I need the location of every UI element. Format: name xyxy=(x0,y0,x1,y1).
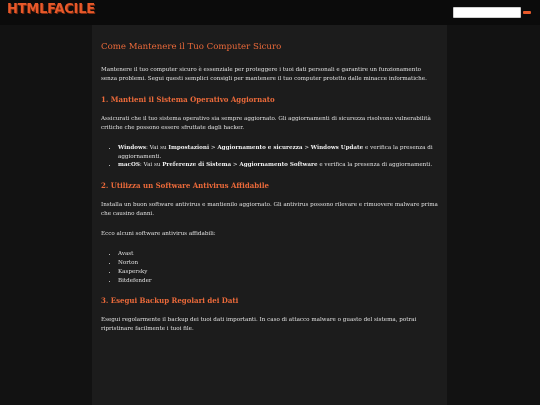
windows-step-2: Aggiornamento e sicurezza xyxy=(217,145,303,151)
windows-tail: e verifica la presenza di aggiornamenti. xyxy=(118,145,433,160)
antivirus-list xyxy=(101,250,438,286)
article xyxy=(92,25,447,405)
windows-sep-2: > xyxy=(302,145,311,151)
macos-text: : Vai su xyxy=(139,162,163,168)
section-3-heading: 3. Esegui Backup Regolari dei Dati xyxy=(101,296,239,305)
list-item-macos xyxy=(118,161,438,170)
section-2-body: Installa un buon software antivirus e mantienilo aggiornato. Gli antivirus possono rilevare e rimuovere malware prima che causino danni. xyxy=(101,201,438,217)
list-item-windows xyxy=(118,144,438,161)
section-3-body: Esegui regolarmente il backup dei tuoi dati importanti. In caso di attacco malware o guasto del sistema, potrai ripristinare facilmente i tuoi file. xyxy=(101,317,417,332)
macos-sep-1: > xyxy=(231,162,240,168)
list-item-antivirus: • Bitdefender xyxy=(118,277,438,286)
windows-label: Windows xyxy=(118,145,146,151)
top-bar xyxy=(0,0,540,25)
macos-tail: e verifica la presenza di aggiornamenti. xyxy=(317,162,433,168)
list-item-antivirus: • Avast xyxy=(118,250,438,259)
windows-step-3: Windows Update xyxy=(310,145,364,151)
search-button[interactable] xyxy=(523,11,531,14)
os-update-list xyxy=(101,144,438,170)
section-1-heading: 1. Mantieni il Sistema Operativo Aggiornato xyxy=(101,95,275,104)
search-input[interactable] xyxy=(453,7,521,18)
article-title: Come Mantenere il Tuo Computer Sicuro xyxy=(101,42,282,52)
site-logo[interactable]: HTMLFACILE xyxy=(7,2,95,17)
section-2-heading: 2. Utilizza un Software Antivirus Affidabile xyxy=(101,180,269,190)
intro-paragraph: Mantenere il tuo computer sicuro è essenziale per proteggere i tuoi dati personali e garantire un funzionamento senza problemi. Segui questi semplici consigli per mantenere il tuo computer protetto dalle minacce informatiche. xyxy=(101,67,427,82)
windows-text: : Vai su xyxy=(145,145,169,151)
macos-step-2: Aggiornamento Software xyxy=(239,162,318,168)
antivirus-list-intro: Ecco alcuni software antivirus affidabili: xyxy=(101,230,216,237)
section-1-body: Assicurati che il tuo sistema operativo sia sempre aggiornato. Gli aggiornamenti di sicurezza risolvono vulnerabilità critiche che possono essere sfruttate dagli hacker. xyxy=(101,116,431,131)
windows-step-1: Impostazioni xyxy=(168,145,210,151)
list-item-antivirus: • Norton xyxy=(118,259,438,268)
list-item-antivirus: • Kaspersky xyxy=(118,268,438,277)
macos-step-1: Preferenze di Sistema xyxy=(162,162,232,168)
macos-label: macOS xyxy=(118,162,140,168)
windows-sep-1: > xyxy=(209,145,218,151)
